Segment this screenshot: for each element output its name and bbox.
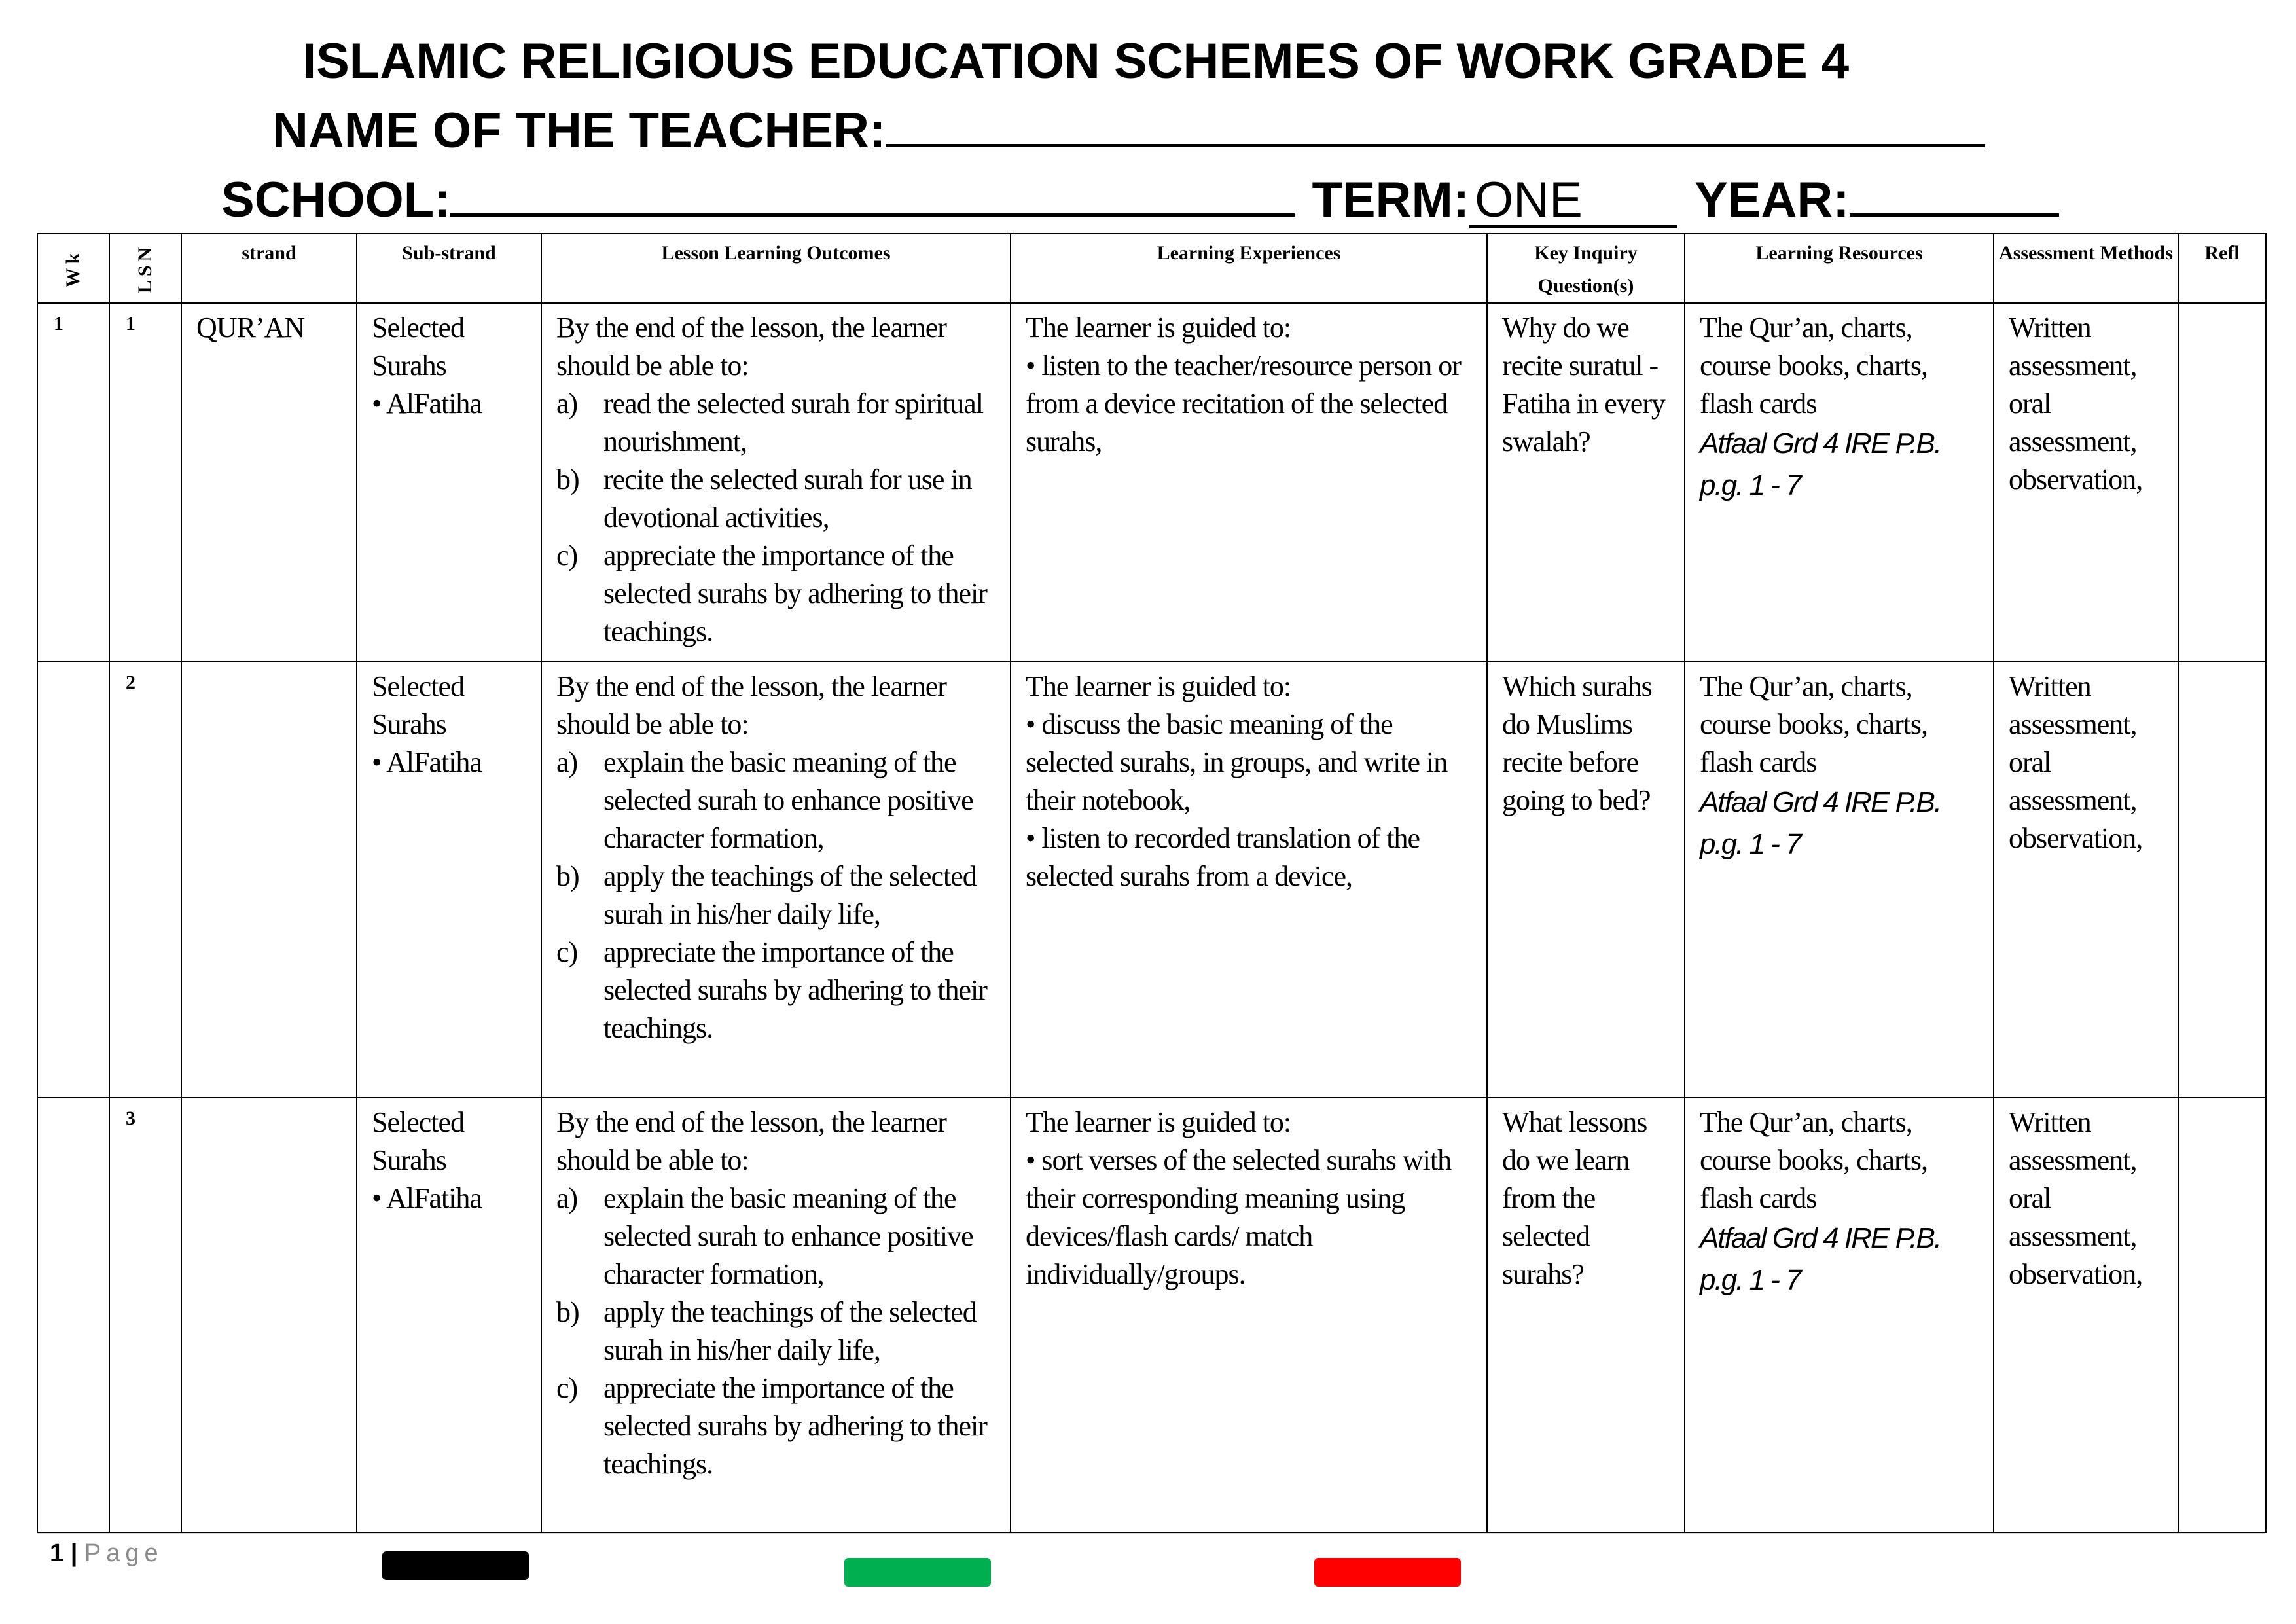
flag-red-bar xyxy=(1314,1558,1461,1587)
term-value: ONE xyxy=(1469,175,1677,228)
outcome-item xyxy=(556,461,998,537)
experience-line: The learner is guided to: xyxy=(1026,312,1291,344)
sub-strand-item: • AlFatiha xyxy=(372,746,482,778)
sub-strand-text: Selected Surahs xyxy=(372,670,465,740)
col-header-resources: Learning Resources xyxy=(1685,234,1994,303)
col-header-wk: Wk xyxy=(37,234,109,303)
outcome-marker: a) xyxy=(556,1182,578,1214)
page-label: Page xyxy=(84,1540,164,1567)
experience-line: • discuss the basic meaning of the selected surahs, in groups, and write in their notebook, xyxy=(1026,708,1448,816)
outcome-marker: b) xyxy=(556,463,579,496)
experience-line: The learner is guided to: xyxy=(1026,1106,1291,1138)
week-cell: 1 xyxy=(37,303,109,662)
outcome-text: appreciate the importance of the selected surahs by adhering to their teachings. xyxy=(603,936,987,1044)
outcome-text: appreciate the importance of the selected surahs by adhering to their teachings. xyxy=(603,539,987,647)
strand-cell xyxy=(181,662,357,1098)
resources-reference: Atfaal Grd 4 IRE P.B. p.g. 1 - 7 xyxy=(1700,786,1941,860)
sub-strand-cell xyxy=(357,1098,541,1532)
experiences-cell xyxy=(1011,1098,1487,1532)
inquiry-cell: Which surahs do Muslims recite before going to bed? xyxy=(1487,662,1685,1098)
outcome-text: recite the selected surah for use in devotional activities, xyxy=(603,463,972,533)
week-cell xyxy=(37,662,109,1098)
resources-reference: Atfaal Grd 4 IRE P.B. p.g. 1 - 7 xyxy=(1700,1222,1941,1296)
assessment-cell: Written assessment, oral assessment, observation, xyxy=(1994,1098,2178,1532)
outcome-text: apply the teachings of the selected surah in his/her daily life, xyxy=(603,860,977,930)
experience-line: • listen to the teacher/resource person or from a device recitation of the selected surahs, xyxy=(1026,350,1461,458)
outcome-marker: c) xyxy=(556,1372,578,1404)
col-header-outcomes: Lesson Learning Outcomes xyxy=(541,234,1011,303)
page-footer xyxy=(50,1540,164,1568)
lesson-cell: 1 xyxy=(109,303,181,662)
outcome-item xyxy=(556,1293,998,1369)
outcome-item xyxy=(556,537,998,651)
school-term-year-line xyxy=(221,172,2296,228)
outcomes-cell xyxy=(541,1098,1011,1532)
term-label: TERM: xyxy=(1312,172,1470,228)
experience-line: • sort verses of the selected surahs with their corresponding meaning using devices/flash cards/ match individually/groups. xyxy=(1026,1144,1452,1290)
week-cell xyxy=(37,1098,109,1532)
col-header-strand: strand xyxy=(181,234,357,303)
flag-black-bar xyxy=(382,1551,529,1580)
assessment-cell: Written assessment, oral assessment, observation, xyxy=(1994,303,2178,662)
reflection-cell[interactable] xyxy=(2178,662,2266,1098)
footer-divider xyxy=(37,1533,2265,1534)
year-blank[interactable] xyxy=(1850,213,2059,217)
sub-strand-text: Selected Surahs xyxy=(372,312,465,382)
resources-cell xyxy=(1685,662,1994,1098)
page-separator: | xyxy=(70,1540,78,1567)
assessment-cell: Written assessment, oral assessment, observation, xyxy=(1994,662,2178,1098)
outcome-item xyxy=(556,1369,998,1483)
year-label: YEAR: xyxy=(1695,172,1850,228)
school-blank[interactable] xyxy=(450,213,1295,217)
outcome-text: apply the teachings of the selected surah in his/her daily life, xyxy=(603,1296,977,1366)
resources-cell xyxy=(1685,1098,1994,1532)
outcome-text: explain the basic meaning of the selected surah to enhance positive character formation, xyxy=(603,1182,973,1290)
resources-reference: Atfaal Grd 4 IRE P.B. p.g. 1 - 7 xyxy=(1700,427,1941,501)
reflection-cell[interactable] xyxy=(2178,1098,2266,1532)
outcome-item xyxy=(556,744,998,857)
flag-green-bar xyxy=(844,1558,991,1587)
outcome-text: explain the basic meaning of the selected surah to enhance positive character formation, xyxy=(603,746,973,854)
outcome-marker: c) xyxy=(556,539,578,571)
outcome-marker: b) xyxy=(556,860,579,892)
experiences-cell xyxy=(1011,303,1487,662)
sub-strand-item: • AlFatiha xyxy=(372,388,482,420)
table-row xyxy=(37,662,2266,1098)
sub-strand-cell xyxy=(357,303,541,662)
outcomes-cell xyxy=(541,303,1011,662)
resources-cell xyxy=(1685,303,1994,662)
resources-text: The Qur’an, charts, course books, charts, flash cards xyxy=(1700,1106,1928,1214)
table-row xyxy=(37,303,2266,662)
col-header-lsn: LSN xyxy=(109,234,181,303)
resources-text: The Qur’an, charts, course books, charts, flash cards xyxy=(1700,670,1928,778)
outcomes-intro: By the end of the lesson, the learner should be able to: xyxy=(556,670,946,740)
lesson-cell: 3 xyxy=(109,1098,181,1532)
outcome-text: read the selected surah for spiritual nourishment, xyxy=(603,388,983,458)
inquiry-cell: Why do we recite suratul - Fatiha in every swalah? xyxy=(1487,303,1685,662)
outcome-item xyxy=(556,933,998,1047)
teacher-name-blank[interactable] xyxy=(886,144,1985,147)
outcome-text: appreciate the importance of the selected surahs by adhering to their teachings. xyxy=(603,1372,987,1480)
inquiry-cell: What lessons do we learn from the selected surahs? xyxy=(1487,1098,1685,1532)
teacher-name-line xyxy=(272,103,2296,158)
col-header-sub-strand: Sub-strand xyxy=(357,234,541,303)
experience-line: • listen to recorded translation of the selected surahs from a device, xyxy=(1026,822,1420,892)
outcome-marker: c) xyxy=(556,936,578,968)
col-header-reflection: Refl xyxy=(2178,234,2266,303)
outcome-item xyxy=(556,857,998,933)
outcomes-intro: By the end of the lesson, the learner should be able to: xyxy=(556,312,946,382)
page-number: 1 xyxy=(50,1540,64,1567)
experiences-cell xyxy=(1011,662,1487,1098)
table-row xyxy=(37,1098,2266,1532)
schemes-of-work-table xyxy=(37,233,2267,1533)
outcome-marker: a) xyxy=(556,388,578,420)
outcomes-cell xyxy=(541,662,1011,1098)
outcome-marker: b) xyxy=(556,1296,579,1328)
sub-strand-item: • AlFatiha xyxy=(372,1182,482,1214)
col-header-inquiry: Key Inquiry Question(s) xyxy=(1487,234,1685,303)
document-title: ISLAMIC RELIGIOUS EDUCATION SCHEMES OF WORK GRADE 4 xyxy=(302,33,1850,89)
outcome-item xyxy=(556,1180,998,1293)
outcome-item xyxy=(556,385,998,461)
outcomes-intro: By the end of the lesson, the learner should be able to: xyxy=(556,1106,946,1176)
school-label: SCHOOL: xyxy=(221,172,451,228)
outcome-marker: a) xyxy=(556,746,578,778)
col-header-assessment: Assessment Methods xyxy=(1994,234,2178,303)
table-header-row xyxy=(37,234,2266,303)
sub-strand-cell xyxy=(357,662,541,1098)
reflection-cell[interactable] xyxy=(2178,303,2266,662)
strand-cell: QUR’AN xyxy=(181,303,357,662)
resources-text: The Qur’an, charts, course books, charts, flash cards xyxy=(1700,312,1928,420)
lesson-cell: 2 xyxy=(109,662,181,1098)
sub-strand-text: Selected Surahs xyxy=(372,1106,465,1176)
strand-cell xyxy=(181,1098,357,1532)
col-header-experiences: Learning Experiences xyxy=(1011,234,1487,303)
teacher-name-label: NAME OF THE TEACHER: xyxy=(272,103,886,158)
experience-line: The learner is guided to: xyxy=(1026,670,1291,702)
